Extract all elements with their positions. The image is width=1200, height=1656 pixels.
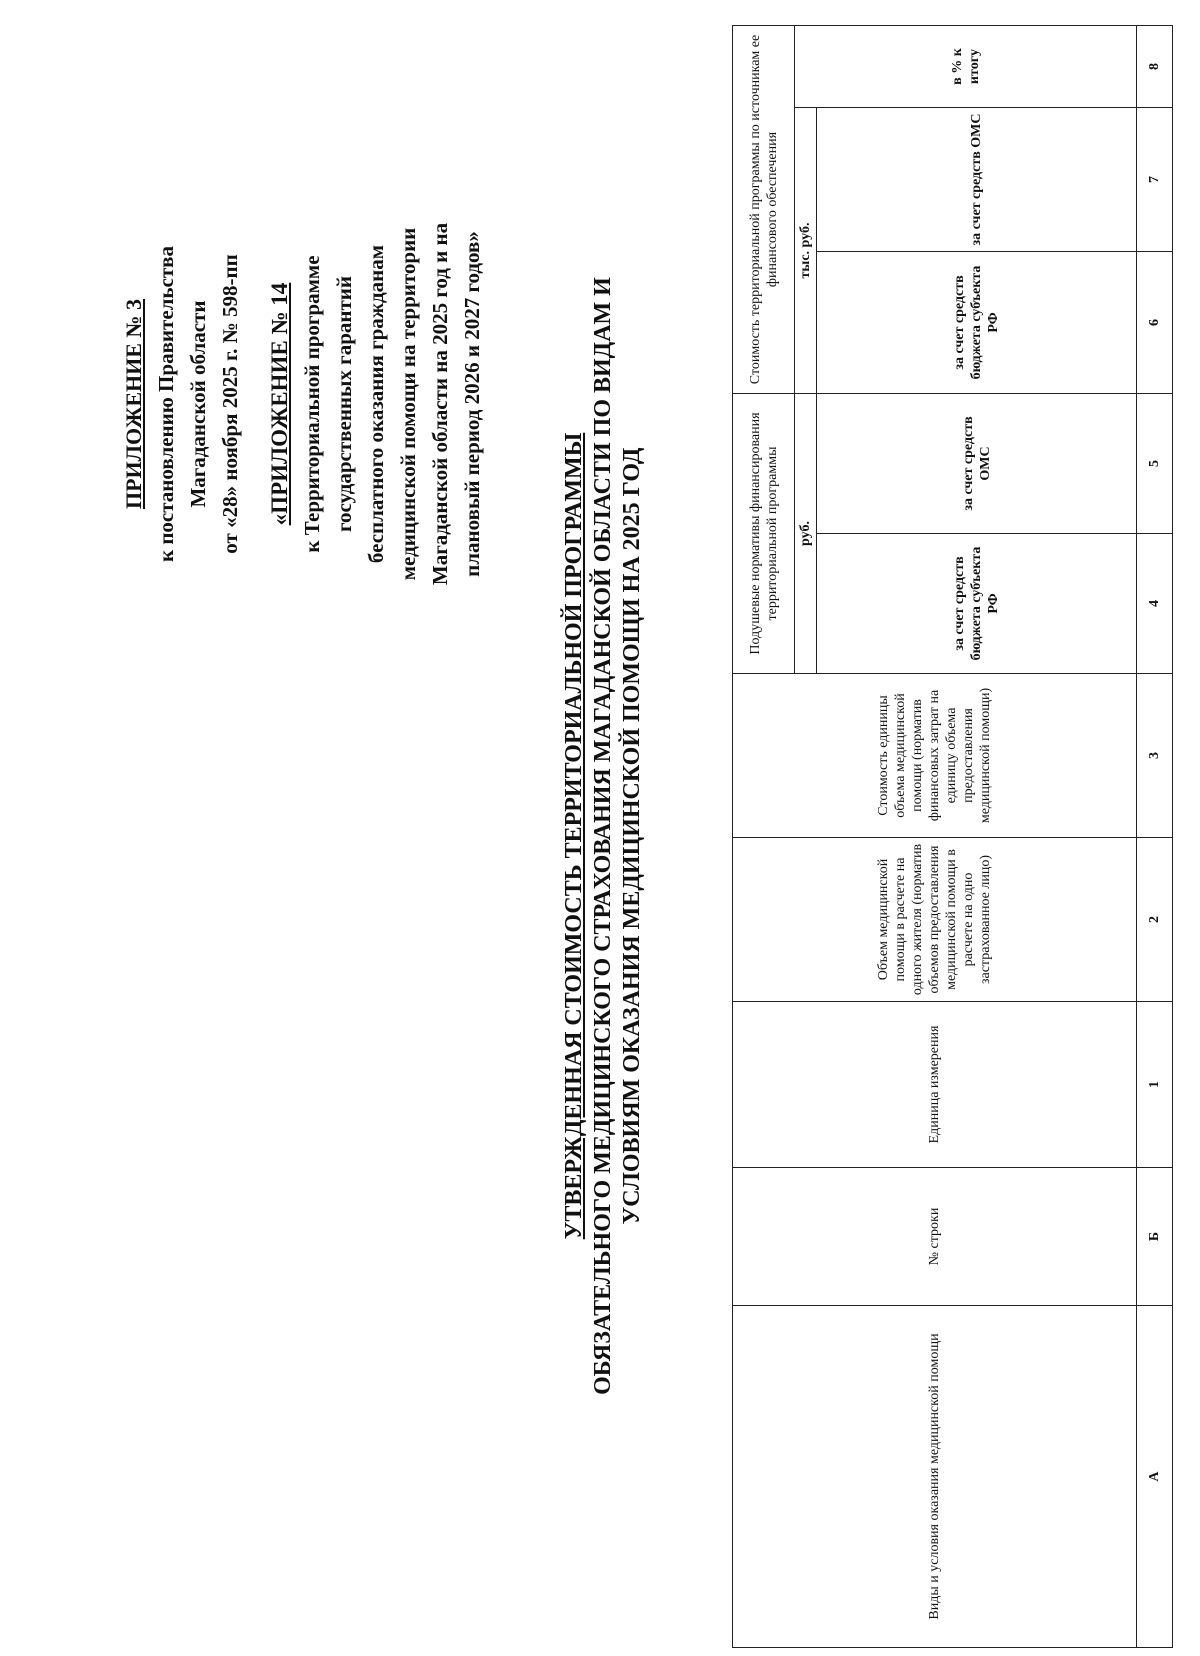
header-oms-col7: за счет средств ОМС	[817, 108, 1137, 252]
appendix-subline: плановый период 2026 и 2027 годов»	[460, 231, 484, 577]
document-title-line: ОБЯЗАТЕЛЬНОГО МЕДИЦИНСКОГО СТРАХОВАНИЯ МАГАДАНСКОЙ ОБЛАСТИ ПО ВИДАМ И	[590, 277, 616, 1395]
header-thousand-rub: тыс. руб.	[795, 108, 817, 394]
header-oms-col5: за счет средств ОМС	[817, 394, 1137, 534]
document-title	[560, 136, 647, 1536]
header-per-capita: Подушевые нормативы финансирования территориальной программы	[733, 394, 795, 674]
column-number: Б	[1137, 1168, 1173, 1306]
header-unit-cost: Стоимость единицы объема медицинской помощи (норматив финансовых затрат на единицу объема предоставления медицинской помощи)	[733, 674, 1137, 838]
column-number: 2	[1137, 838, 1173, 1002]
appendix-title-2: «ПРИЛОЖЕНИЕ № 14	[267, 282, 292, 526]
appendix-subline: Магаданской области на 2025 год и на	[428, 222, 452, 586]
header-budget-rf-col4: за счет средств бюджета субъекта РФ	[817, 534, 1137, 674]
header-row-number: № строки	[733, 1168, 1137, 1306]
header-percent: в % к итогу	[795, 25, 1137, 107]
header-budget-rf-col6: за счет средств бюджета субъекта РФ	[817, 252, 1137, 394]
appendix-title: ПРИЛОЖЕНИЕ № 3	[121, 298, 146, 510]
appendix-header	[118, 164, 488, 644]
appendix-subline: к Территориальной программе	[300, 255, 324, 553]
column-number: 3	[1137, 674, 1173, 838]
appendix-subline: государственных гарантий	[332, 276, 356, 533]
header-volume: Объем медицинской помощи в расчете на одного жителя (норматив объемов предоставления медицинской помощи в расчете на одно застрахованное лицо)	[733, 838, 1137, 1002]
cost-table	[732, 25, 1173, 1648]
column-number: 6	[1137, 252, 1173, 394]
appendix-line: от «28» ноября 2025 г. № 598-пп	[218, 254, 242, 554]
appendix-line: Магаданской области	[186, 300, 210, 508]
column-number: 1	[1137, 1002, 1173, 1168]
column-number: 5	[1137, 394, 1173, 534]
document-title-line: УСЛОВИЯМ ОКАЗАНИЯ МЕДИЦИНСКОЙ ПОМОЩИ НА 2025 ГОД	[619, 447, 645, 1225]
column-number: 4	[1137, 534, 1173, 674]
column-number: 8	[1137, 25, 1173, 107]
header-program-cost: Стоимость территориальной программы по источникам ее финансового обеспечения	[733, 25, 795, 393]
column-number: А	[1137, 1306, 1173, 1648]
header-types: Виды и условия оказания медицинской помощи	[733, 1306, 1137, 1648]
header-rub: руб.	[795, 394, 817, 674]
appendix-subline: бесплатного оказания гражданам	[364, 244, 388, 564]
column-number: 7	[1137, 108, 1173, 252]
header-unit: Единица измерения	[733, 1002, 1137, 1168]
document-title-line: УТВЕРЖДЕННАЯ СТОИМОСТЬ ТЕРРИТОРИАЛЬНОЙ ПРОГРАММЫ	[561, 432, 587, 1240]
appendix-subline: медицинской помощи на территории	[396, 227, 420, 581]
appendix-line: к постановлению Правительства	[154, 245, 178, 563]
